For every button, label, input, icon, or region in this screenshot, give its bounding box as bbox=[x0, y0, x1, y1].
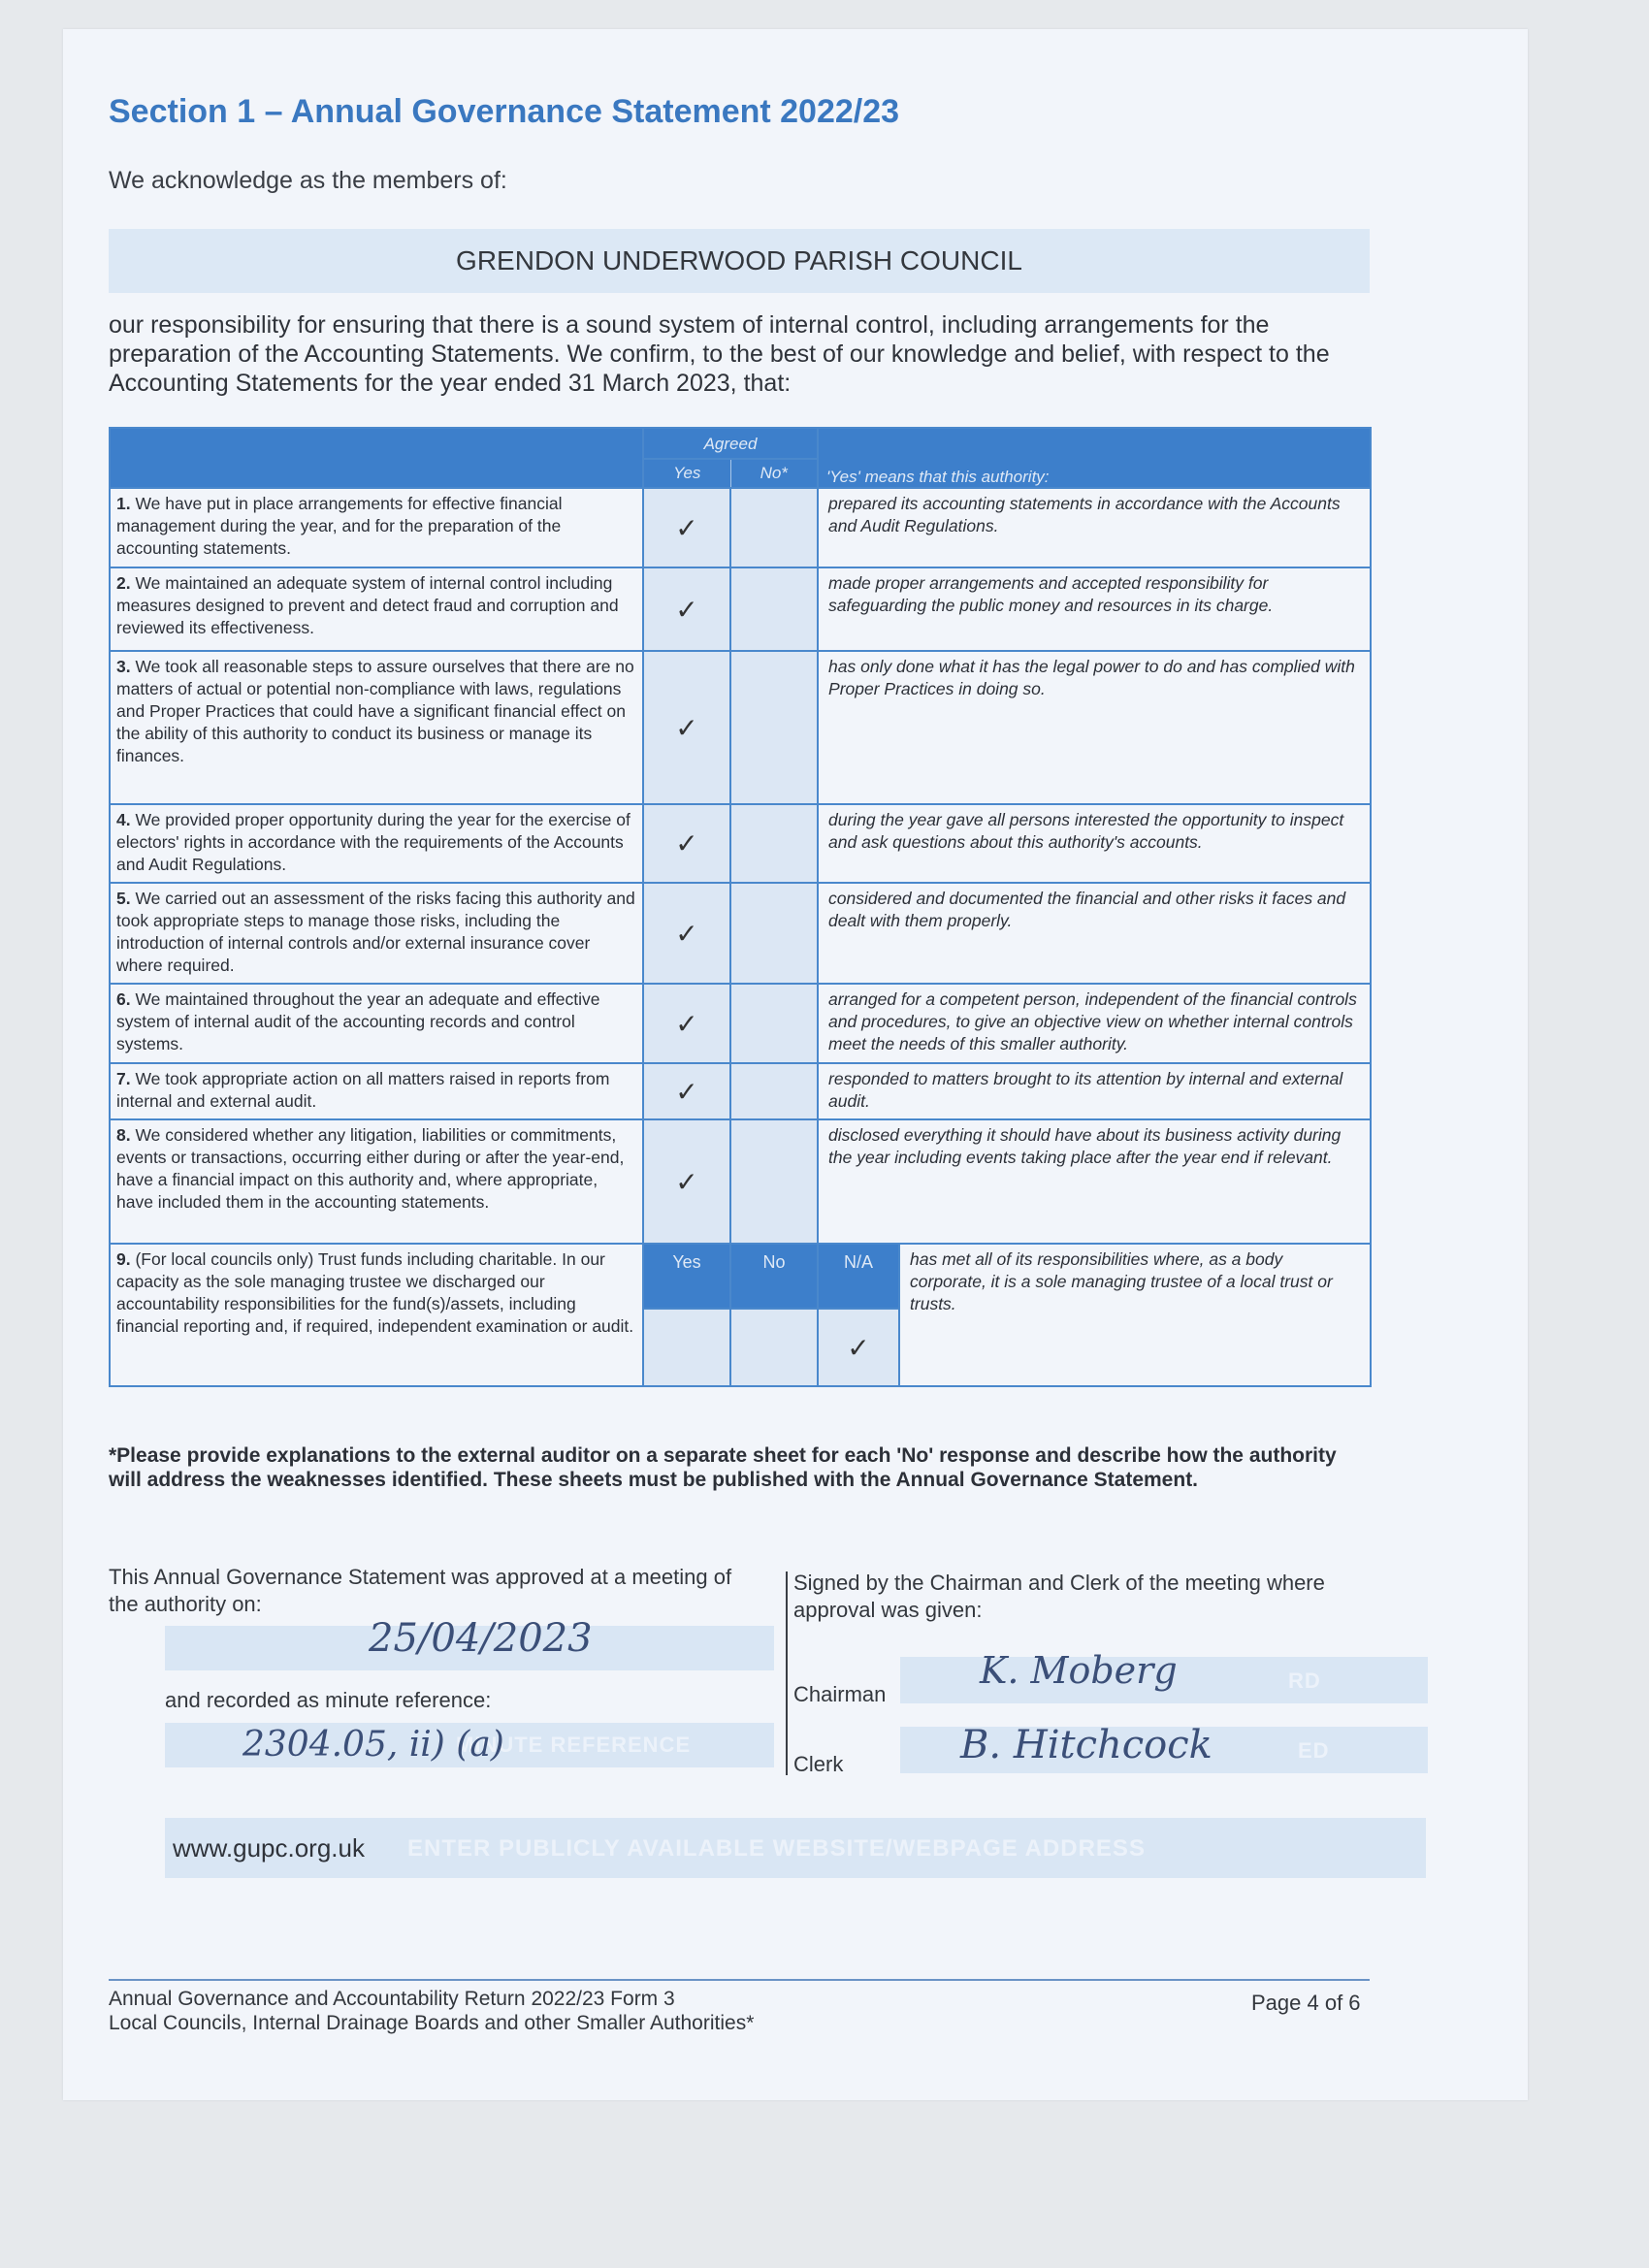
means-text: arranged for a competent person, independent of the financial controls and procedures, to give an objective view on whether internal controls meet the needs of this smaller authority. bbox=[818, 984, 1371, 1063]
trust-na-header: N/A bbox=[818, 1244, 899, 1309]
footer-line-2: Local Councils, Internal Drainage Boards and other Smaller Authorities* bbox=[109, 2012, 755, 2034]
footer-text bbox=[109, 1987, 754, 2035]
agreed-header: Agreed bbox=[643, 428, 818, 459]
means-text: responded to matters brought to its attention by internal and external audit. bbox=[818, 1063, 1371, 1119]
meeting-date-handwritten: 25/04/2023 bbox=[369, 1616, 593, 1661]
website-placeholder: ENTER PUBLICLY AVAILABLE WEBSITE/WEBPAGE ADDRESS bbox=[407, 1835, 1146, 1862]
table-row: 7. We took appropriate action on all matters raised in reports from internal and external audit. ✓ responded to matters brought to its attention by internal and external audit. bbox=[110, 1063, 1371, 1119]
approved-text: This Annual Governance Statement was approved at a meeting of the authority on: bbox=[109, 1565, 732, 1616]
yes-checkbox[interactable]: ✓ bbox=[643, 488, 730, 567]
means-text: has only done what it has the legal power to do and has complied with Proper Practices in doing so. bbox=[818, 651, 1371, 804]
yes-checkbox[interactable]: ✓ bbox=[643, 567, 730, 651]
acknowledge-text: We acknowledge as the members of: bbox=[109, 167, 507, 194]
table-row-trust: 9. (For local councils only) Trust funds including charitable. In our capacity as the sole managing trustee we discharged our accountability responsibilities for the fund(s)/assets, including financial reporting and, if required, independent examination or audit. Yes No N/A has met all of its responsibilities where, as a body corporate, it is a sole managing trustee of a local trust or trusts. bbox=[110, 1244, 1371, 1309]
website-url: www.gupc.org.uk bbox=[173, 1833, 365, 1863]
yes-checkbox[interactable]: ✓ bbox=[643, 1063, 730, 1119]
trust-no-header: No bbox=[730, 1244, 818, 1309]
no-checkbox[interactable] bbox=[730, 804, 818, 883]
section-title: Section 1 – Annual Governance Statement 2022/23 bbox=[109, 93, 900, 130]
no-checkbox[interactable] bbox=[730, 567, 818, 651]
footer-line-1: Annual Governance and Accountability Return 2022/23 Form 3 bbox=[109, 1988, 675, 2010]
header-blank bbox=[110, 428, 643, 488]
council-name-field bbox=[109, 229, 1370, 293]
clerk-placeholder: ED bbox=[1298, 1738, 1330, 1763]
trust-yes-checkbox[interactable] bbox=[643, 1309, 730, 1386]
chairman-label: Chairman bbox=[793, 1682, 887, 1706]
table-row: 2. We maintained an adequate system of internal control including measures designed to prevent and detect fraud and corruption and reviewed its effectiveness. ✓ made proper arrangements and accepted responsibility for safeguarding the public money and resources in its charge. bbox=[110, 567, 1371, 651]
chairman-placeholder: RD bbox=[1288, 1669, 1321, 1693]
means-text: made proper arrangements and accepted responsibility for safeguarding the public money and resources in its charge. bbox=[818, 567, 1371, 651]
recorded-text: and recorded as minute reference: bbox=[165, 1688, 492, 1712]
no-checkbox[interactable] bbox=[730, 984, 818, 1063]
table-row: 4. We provided proper opportunity during the year for the exercise of electors' rights in accordance with the requirements of the Accounts and Audit Regulations. ✓ during the year gave all persons interested the opportunity to inspect and ask questions about this authority's accounts. bbox=[110, 804, 1371, 883]
table-row: 3. We took all reasonable steps to assure ourselves that there are no matters of actual or potential non-compliance with laws, regulations and Proper Practices that could have a significant financial effect on the ability of this authority to conduct its business or manage its finances. ✓ has only done what it has the legal power to do and has complied with Proper Practices in doing so. bbox=[110, 651, 1371, 804]
no-checkbox[interactable] bbox=[730, 1063, 818, 1119]
governance-table bbox=[109, 427, 1372, 1387]
yes-checkbox[interactable]: ✓ bbox=[643, 1119, 730, 1244]
no-checkbox[interactable] bbox=[730, 651, 818, 804]
trust-no-checkbox[interactable] bbox=[730, 1309, 818, 1386]
council-name: GRENDON UNDERWOOD PARISH COUNCIL bbox=[456, 245, 1022, 275]
yes-checkbox[interactable]: ✓ bbox=[643, 651, 730, 804]
no-header: No* bbox=[730, 459, 818, 488]
table-header bbox=[110, 428, 1371, 459]
means-text: prepared its accounting statements in accordance with the Accounts and Audit Regulations. bbox=[818, 488, 1371, 567]
signed-text: Signed by the Chairman and Clerk of the meeting where approval was given: bbox=[793, 1571, 1325, 1622]
trust-na-checkbox[interactable]: ✓ bbox=[818, 1309, 899, 1386]
yes-header: Yes bbox=[643, 459, 730, 488]
yes-checkbox[interactable]: ✓ bbox=[643, 804, 730, 883]
table-row: 5. We carried out an assessment of the risks facing this authority and took appropriate steps to manage those risks, including the introduction of internal controls and/or external insurance cover where required. ✓ considered and documented the financial and other risks it faces and dealt with them properly. bbox=[110, 883, 1371, 984]
table-row: 8. We considered whether any litigation, liabilities or commitments, events or transactions, occurring either during or after the year-end, have a financial impact on this authority and, where appropriate, have included them in the accounting statements. ✓ disclosed everything it should have about its business activity during the year including events taking place after the year end if relevant. bbox=[110, 1119, 1371, 1244]
minute-reference-placeholder: MINUTE REFERENCE bbox=[456, 1733, 692, 1757]
column-divider bbox=[786, 1571, 788, 1775]
no-checkbox[interactable] bbox=[730, 883, 818, 984]
clerk-label: Clerk bbox=[793, 1752, 844, 1776]
trust-yes-header: Yes bbox=[643, 1244, 730, 1309]
chairman-signature: K. Moberg bbox=[980, 1649, 1178, 1692]
minute-reference-handwritten: 2304.05, ii) (a) bbox=[242, 1725, 504, 1765]
no-checkbox[interactable] bbox=[730, 1119, 818, 1244]
page-number: Page 4 of 6 bbox=[1251, 1991, 1361, 2015]
clerk-signature: B. Hitchcock bbox=[960, 1723, 1212, 1767]
no-checkbox[interactable] bbox=[730, 488, 818, 567]
table-row: 6. We maintained throughout the year an adequate and effective system of internal audit of the accounting records and control systems. ✓ arranged for a competent person, independent of the financial controls and procedures, to give an objective view on whether internal controls meet the needs of this smaller authority. bbox=[110, 984, 1371, 1063]
means-header: 'Yes' means that this authority: bbox=[818, 428, 1371, 488]
means-text: disclosed everything it should have about its business activity during the year including events taking place after the year end if relevant. bbox=[818, 1119, 1371, 1244]
yes-checkbox[interactable]: ✓ bbox=[643, 984, 730, 1063]
auditor-note: *Please provide explanations to the external auditor on a separate sheet for each 'No' response and describe how the authority will address the weaknesses identified. These sheets must be published with the Annual Governance Statement. bbox=[109, 1444, 1337, 1491]
intro-paragraph: our responsibility for ensuring that there is a sound system of internal control, including arrangements for the preparation of the Accounting Statements. We confirm, to the best of our knowledge and belief, with respect to the Accounting Statements for the year ended 31 March 2023, that: bbox=[109, 311, 1330, 397]
means-text: during the year gave all persons interested the opportunity to inspect and ask questions about this authority's accounts. bbox=[818, 804, 1371, 883]
table-row: 1. We have put in place arrangements for effective financial management during the year, and for the preparation of the accounting statements. ✓ prepared its accounting statements in accordance with the Accounts and Audit Regulations. bbox=[110, 488, 1371, 567]
yes-checkbox[interactable]: ✓ bbox=[643, 883, 730, 984]
footer-rule bbox=[109, 1979, 1370, 1981]
means-text: considered and documented the financial and other risks it faces and dealt with them properly. bbox=[818, 883, 1371, 984]
means-text: has met all of its responsibilities where, as a body corporate, it is a sole managing trustee of a local trust or trusts. bbox=[899, 1244, 1371, 1386]
